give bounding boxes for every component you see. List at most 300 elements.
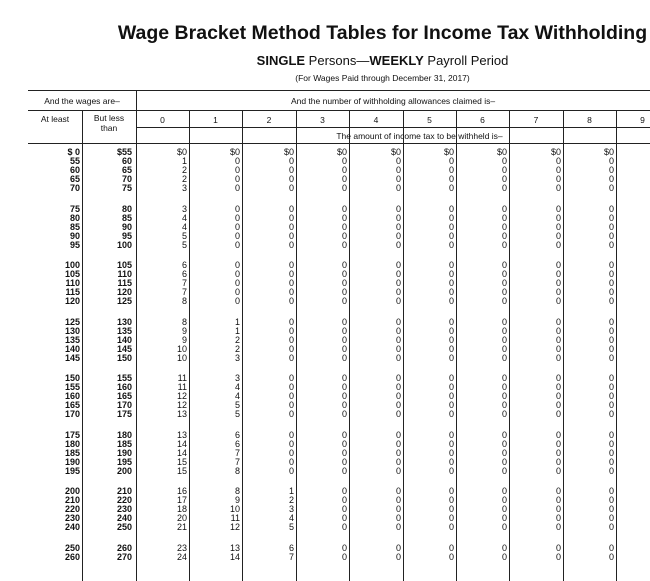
amount-cell: 0 (288, 429, 294, 440)
amount-cell: 0 (501, 352, 507, 363)
table-row (0, 148, 650, 157)
amount-cell: 6 (234, 438, 240, 449)
but-less-cell: 230 (116, 504, 132, 514)
amount-cell: 0 (448, 382, 454, 392)
amount-cell: 0 (555, 174, 561, 184)
amount-cell: $0 (229, 147, 240, 157)
amount-cell: 4 (181, 221, 187, 232)
amount-cell: 0 (395, 287, 401, 297)
amount-cell: 2 (234, 334, 240, 345)
amount-cell: 0 (395, 542, 401, 553)
amount-cell: 15 (176, 456, 187, 467)
table-row (0, 327, 650, 336)
at-least-cell: 75 (69, 203, 80, 214)
amount-cell: 0 (288, 373, 294, 383)
amount-cell: 0 (555, 504, 561, 514)
amount-cell: 0 (234, 239, 240, 250)
amount-cell: 0 (288, 183, 294, 193)
but-less-cell: 90 (121, 221, 132, 232)
at-least-cell: 80 (69, 212, 80, 223)
allowance-col-header: 2 (266, 115, 272, 125)
amount-cell: 2 (181, 165, 187, 175)
amount-cell: $0 (603, 147, 614, 157)
allowance-col-header: 5 (427, 115, 432, 125)
amount-cell: 4 (234, 391, 240, 401)
at-least-cell: 260 (64, 551, 80, 562)
amount-cell: 0 (395, 352, 401, 363)
amount-cell: 0 (448, 239, 454, 250)
amount-cell: 0 (555, 409, 561, 419)
amount-cell: 3 (288, 504, 294, 514)
amount-cell: 0 (341, 269, 347, 279)
amount-cell: 0 (341, 382, 347, 392)
but-less-header (82, 114, 136, 133)
allowances-header: And the number of withholding allowances claimed is– (290, 96, 496, 106)
at-least-cell: 250 (64, 542, 80, 553)
subtitle-period: WEEKLY (369, 53, 424, 68)
amount-cell: 0 (555, 343, 561, 354)
amount-cell: 0 (341, 260, 347, 270)
amount-cell: 0 (608, 522, 614, 532)
amount-cell: 0 (448, 504, 454, 514)
at-least-cell: 175 (64, 429, 80, 440)
amount-cell: 11 (177, 382, 187, 392)
amount-cell: 0 (395, 465, 401, 476)
amount-cell: 8 (181, 316, 187, 327)
amount-cell: 5 (181, 230, 187, 241)
amount-cell: 0 (341, 174, 347, 184)
allowance-col-header: 9 (640, 115, 645, 125)
amount-cell: 0 (448, 409, 454, 419)
at-least-cell: 55 (69, 156, 80, 166)
amount-cell: 0 (555, 296, 561, 306)
amount-cell: 0 (341, 278, 347, 288)
table-row (0, 514, 650, 523)
amount-cell: 6 (181, 269, 187, 279)
amount-cell: 0 (501, 221, 507, 232)
amount-cell: 3 (181, 203, 187, 214)
rule-top (28, 90, 650, 91)
amount-cell: 0 (448, 230, 454, 241)
amount-cell: 0 (448, 269, 454, 279)
amount-cell: 0 (341, 447, 347, 458)
but-less-cell: 185 (116, 438, 132, 449)
amount-cell: 0 (341, 343, 347, 354)
amount-cell: 0 (341, 183, 347, 193)
rule-allowance-bottom (136, 127, 650, 128)
allowance-col-header: 3 (320, 115, 325, 125)
amount-cell: 0 (234, 230, 240, 241)
at-least-cell: 85 (69, 221, 80, 232)
table-row (0, 374, 650, 383)
amount-cell: 0 (501, 465, 507, 476)
amount-cell: 0 (555, 391, 561, 401)
amount-cell: 0 (341, 400, 347, 410)
amount-cell: 0 (341, 352, 347, 363)
but-less-cell: 70 (121, 174, 132, 184)
page-note: (For Wages Paid through December 31, 2017) (295, 73, 470, 83)
amount-cell: 12 (176, 400, 187, 410)
allowance-col-header: 1 (213, 115, 218, 125)
amount-cell: 0 (234, 287, 240, 297)
amount-cell: 0 (608, 429, 614, 440)
but-less-cell: 270 (116, 551, 132, 562)
amount-cell: 0 (341, 212, 347, 223)
amount-cell: 0 (608, 513, 614, 523)
amount-cell: 9 (234, 495, 240, 505)
table-row (0, 553, 650, 562)
but-less-cell: 140 (116, 334, 132, 345)
amount-cell: 7 (181, 278, 187, 288)
amount-cell: 0 (448, 287, 454, 297)
amount-cell: 0 (501, 325, 507, 336)
amount-cell: 0 (608, 221, 614, 232)
amount-cell: 0 (288, 269, 294, 279)
table-row (0, 157, 650, 166)
but-less-cell: 125 (116, 296, 132, 306)
amount-cell: 0 (608, 260, 614, 270)
table-row (0, 496, 650, 505)
amount-cell: 0 (234, 296, 240, 306)
amount-cell: 0 (341, 551, 347, 562)
at-least-cell: 170 (64, 409, 80, 419)
allowance-col-header: 4 (373, 115, 379, 125)
amount-cell: 0 (395, 278, 401, 288)
amount-cell: 0 (341, 429, 347, 440)
amount-cell: 0 (341, 230, 347, 241)
amount-cell: 0 (555, 429, 561, 440)
table-row (0, 214, 650, 223)
allowance-col-header: 8 (587, 115, 592, 125)
amount-cell: 5 (181, 239, 187, 250)
but-less-cell: 115 (117, 278, 132, 288)
amount-cell: 0 (448, 542, 454, 553)
but-less-cell: 170 (116, 400, 132, 410)
rule-header-mid (28, 110, 650, 111)
amount-cell: 13 (229, 542, 240, 553)
amount-cell: 0 (288, 447, 294, 458)
amount-cell: 0 (501, 296, 507, 306)
amount-cell: 0 (608, 203, 614, 214)
but-less-line1: But less (93, 113, 125, 123)
amount-cell: 0 (501, 165, 507, 175)
amount-cell: 0 (448, 278, 454, 288)
amount-cell: 0 (288, 409, 294, 419)
amount-cell: 0 (288, 203, 294, 214)
table-row (0, 288, 650, 297)
amount-cell: 0 (608, 183, 614, 193)
amount-cell: 7 (288, 551, 294, 562)
amount-cell: 0 (608, 239, 614, 250)
amount-cell: 0 (501, 542, 507, 553)
amount-cell: 0 (395, 325, 401, 336)
amount-cell: 7 (234, 447, 240, 458)
amount-cell: 0 (448, 513, 454, 523)
amount-cell: 0 (448, 325, 454, 336)
amount-cell: 3 (181, 183, 187, 193)
at-least-cell: 120 (64, 296, 80, 306)
amount-cell: 0 (288, 400, 294, 410)
amount-cell: 0 (288, 382, 294, 392)
amount-cell: 0 (395, 296, 401, 306)
amount-cell: 0 (341, 495, 347, 505)
amount-cell: 0 (395, 513, 401, 523)
amount-cell: 0 (448, 429, 454, 440)
but-less-cell: 195 (116, 456, 132, 467)
amount-cell: 0 (608, 334, 614, 345)
allowance-col-header: 0 (160, 115, 165, 125)
at-least-cell: 150 (64, 373, 80, 383)
amount-cell: 0 (234, 278, 240, 288)
amount-cell: 0 (341, 522, 347, 532)
amount-cell: 0 (555, 438, 561, 449)
amount-cell: 0 (608, 456, 614, 467)
amount-cell: 0 (608, 382, 614, 392)
at-least-cell: 145 (64, 352, 80, 363)
but-less-cell: 250 (116, 522, 132, 532)
amount-cell: 1 (288, 486, 294, 496)
at-least-cell: 180 (64, 438, 80, 449)
table-row (0, 354, 650, 363)
amount-cell: 0 (288, 230, 294, 241)
amount-cell: 6 (234, 429, 240, 440)
amount-cell: 0 (448, 174, 454, 184)
amount-cell: 0 (288, 239, 294, 250)
amount-cell: 0 (608, 165, 614, 175)
amount-cell: 0 (395, 239, 401, 250)
amount-cell: 0 (501, 203, 507, 214)
amount-cell: 0 (448, 400, 454, 410)
amount-cell: 0 (555, 400, 561, 410)
but-less-cell: 175 (116, 409, 132, 419)
amount-cell: 0 (608, 409, 614, 419)
amount-cell: 0 (501, 429, 507, 440)
but-less-cell: 75 (121, 183, 132, 193)
amount-cell: 0 (555, 352, 561, 363)
table-row (0, 383, 650, 392)
but-less-cell: 145 (116, 343, 132, 354)
amount-cell: 0 (234, 156, 240, 166)
but-less-cell: 120 (116, 287, 132, 297)
amount-cell: 0 (501, 382, 507, 392)
amount-cell: 0 (448, 343, 454, 354)
amount-cell: 0 (555, 165, 561, 175)
amount-cell: 0 (341, 287, 347, 297)
amount-cell: 0 (501, 513, 507, 523)
amount-cell: 0 (448, 352, 454, 363)
table-row (0, 505, 650, 514)
amount-cell: 0 (341, 438, 347, 449)
amount-cell: 0 (608, 447, 614, 458)
amount-cell: 0 (395, 316, 401, 327)
amount-cell: 0 (608, 269, 614, 279)
amount-cell: 0 (288, 438, 294, 449)
amount-cell: 0 (555, 456, 561, 467)
table-row (0, 523, 650, 532)
amount-cell: 8 (234, 486, 240, 496)
amount-cell: 0 (608, 287, 614, 297)
amount-cell: 0 (395, 174, 401, 184)
at-least-header: At least (40, 114, 70, 124)
amount-cell: 0 (341, 296, 347, 306)
amount-cell: 0 (448, 486, 454, 496)
amount-cell: 0 (501, 239, 507, 250)
amount-cell: $0 (176, 147, 187, 157)
amount-cell: 0 (608, 174, 614, 184)
amount-cell: 0 (395, 156, 401, 166)
table-row (0, 392, 650, 401)
at-least-cell: 70 (69, 183, 80, 193)
amount-cell: 0 (555, 260, 561, 270)
amount-cell: 0 (288, 465, 294, 476)
amount-cell: 0 (555, 221, 561, 232)
but-less-cell: 100 (116, 239, 132, 250)
wages-header: And the wages are– (44, 96, 120, 106)
amount-cell: 0 (448, 495, 454, 505)
amount-cell: 0 (395, 438, 401, 449)
amount-cell: 4 (288, 513, 294, 523)
amount-cell: 0 (395, 382, 401, 392)
amount-cell: 0 (448, 260, 454, 270)
amount-cell: $0 (390, 147, 401, 157)
amount-cell: 0 (555, 522, 561, 532)
allowance-col-header: 6 (480, 115, 485, 125)
amount-cell: 0 (288, 325, 294, 336)
amount-cell: 0 (555, 495, 561, 505)
amount-cell: 0 (234, 221, 240, 232)
amount-cell: 0 (608, 551, 614, 562)
amount-cell: 0 (395, 456, 401, 467)
amount-cell: $0 (283, 147, 294, 157)
amount-cell: 0 (555, 287, 561, 297)
amount-cell: 0 (608, 316, 614, 327)
at-least-cell: 210 (64, 495, 80, 505)
amount-cell: 12 (229, 522, 240, 532)
amount-cell: 0 (501, 373, 507, 383)
amount-cell: 0 (341, 456, 347, 467)
amount-cell: 0 (555, 239, 561, 250)
amount-cell: 0 (501, 156, 507, 166)
but-less-cell: 190 (116, 447, 132, 458)
amount-cell: 13 (176, 409, 187, 419)
amount-cell: 0 (448, 296, 454, 306)
amount-cell: 0 (288, 287, 294, 297)
table-row (0, 410, 650, 419)
amount-cell: 0 (234, 269, 240, 279)
amount-cell: 0 (555, 551, 561, 562)
but-less-cell: 85 (121, 212, 132, 223)
amount-cell: 0 (555, 203, 561, 214)
amount-cell: 0 (341, 239, 347, 250)
amount-cell: 11 (230, 513, 240, 523)
amount-cell: 5 (234, 400, 240, 410)
at-least-cell: 100 (64, 260, 80, 270)
amount-cell: 0 (608, 352, 614, 363)
amount-cell: 0 (395, 429, 401, 440)
amount-cell: 16 (176, 486, 187, 496)
amount-cell: 0 (448, 334, 454, 345)
amount-cell: 0 (395, 400, 401, 410)
table-row (0, 297, 650, 306)
table-row (0, 261, 650, 270)
amount-cell: 0 (341, 203, 347, 214)
table-row (0, 175, 650, 184)
amount-cell: 0 (288, 165, 294, 175)
amount-cell: 0 (501, 409, 507, 419)
amount-cell: 0 (555, 325, 561, 336)
but-less-cell: 65 (121, 165, 132, 175)
amount-cell: 0 (288, 212, 294, 223)
but-less-cell: 260 (116, 542, 132, 553)
amount-cell: 0 (234, 165, 240, 175)
amount-cell: 0 (341, 334, 347, 345)
amount-cell: 23 (176, 542, 187, 553)
amount-cell: 0 (608, 465, 614, 476)
but-less-cell: 240 (116, 513, 132, 523)
amount-cell: 0 (555, 513, 561, 523)
amount-cell: 0 (555, 269, 561, 279)
amount-cell: 0 (341, 221, 347, 232)
amount-cell: 0 (395, 334, 401, 345)
amount-cell: 18 (176, 504, 187, 514)
amount-cell: 0 (234, 203, 240, 214)
at-least-cell: 140 (64, 343, 80, 354)
amount-cell: 0 (341, 373, 347, 383)
amount-cell: 0 (448, 438, 454, 449)
amount-cell: 0 (501, 486, 507, 496)
amount-cell: 0 (395, 221, 401, 232)
amount-cell: 0 (555, 156, 561, 166)
table-row (0, 431, 650, 440)
amount-cell: $0 (550, 147, 561, 157)
but-less-cell: 200 (116, 465, 132, 476)
amount-cell: 8 (181, 296, 187, 306)
amount-cell: 0 (501, 456, 507, 467)
amount-cell: 0 (501, 334, 507, 345)
amount-cell: 2 (234, 343, 240, 354)
subtitle-payroll: Payroll Period (423, 53, 509, 68)
amount-cell: 0 (448, 551, 454, 562)
at-least-cell: 220 (64, 504, 80, 514)
table-row (0, 241, 650, 250)
amount-cell: 0 (501, 287, 507, 297)
amount-cell: 0 (395, 522, 401, 532)
amount-cell: 0 (555, 316, 561, 327)
amount-cell: 0 (608, 400, 614, 410)
but-less-line2: than (100, 122, 118, 133)
amount-cell: 0 (501, 230, 507, 241)
amount-cell: 2 (181, 174, 187, 184)
amount-cell: 0 (341, 325, 347, 336)
but-less-cell: 220 (116, 495, 132, 505)
amount-cell: 0 (341, 165, 347, 175)
amount-cell: 0 (448, 316, 454, 327)
table-row (0, 487, 650, 496)
amount-cell: 8 (234, 465, 240, 476)
amount-cell: 0 (234, 183, 240, 193)
at-least-cell: 155 (64, 382, 80, 392)
amount-cell: $0 (443, 147, 454, 157)
amount-cell: 1 (234, 316, 240, 327)
amount-cell: 0 (341, 504, 347, 514)
rule-header-bottom (28, 143, 650, 144)
amount-cell: 0 (395, 486, 401, 496)
amount-cell: 0 (501, 260, 507, 270)
amount-cell: 6 (181, 260, 187, 270)
amount-cell: 0 (608, 438, 614, 449)
amount-cell: 0 (288, 334, 294, 345)
table-row (0, 166, 650, 175)
